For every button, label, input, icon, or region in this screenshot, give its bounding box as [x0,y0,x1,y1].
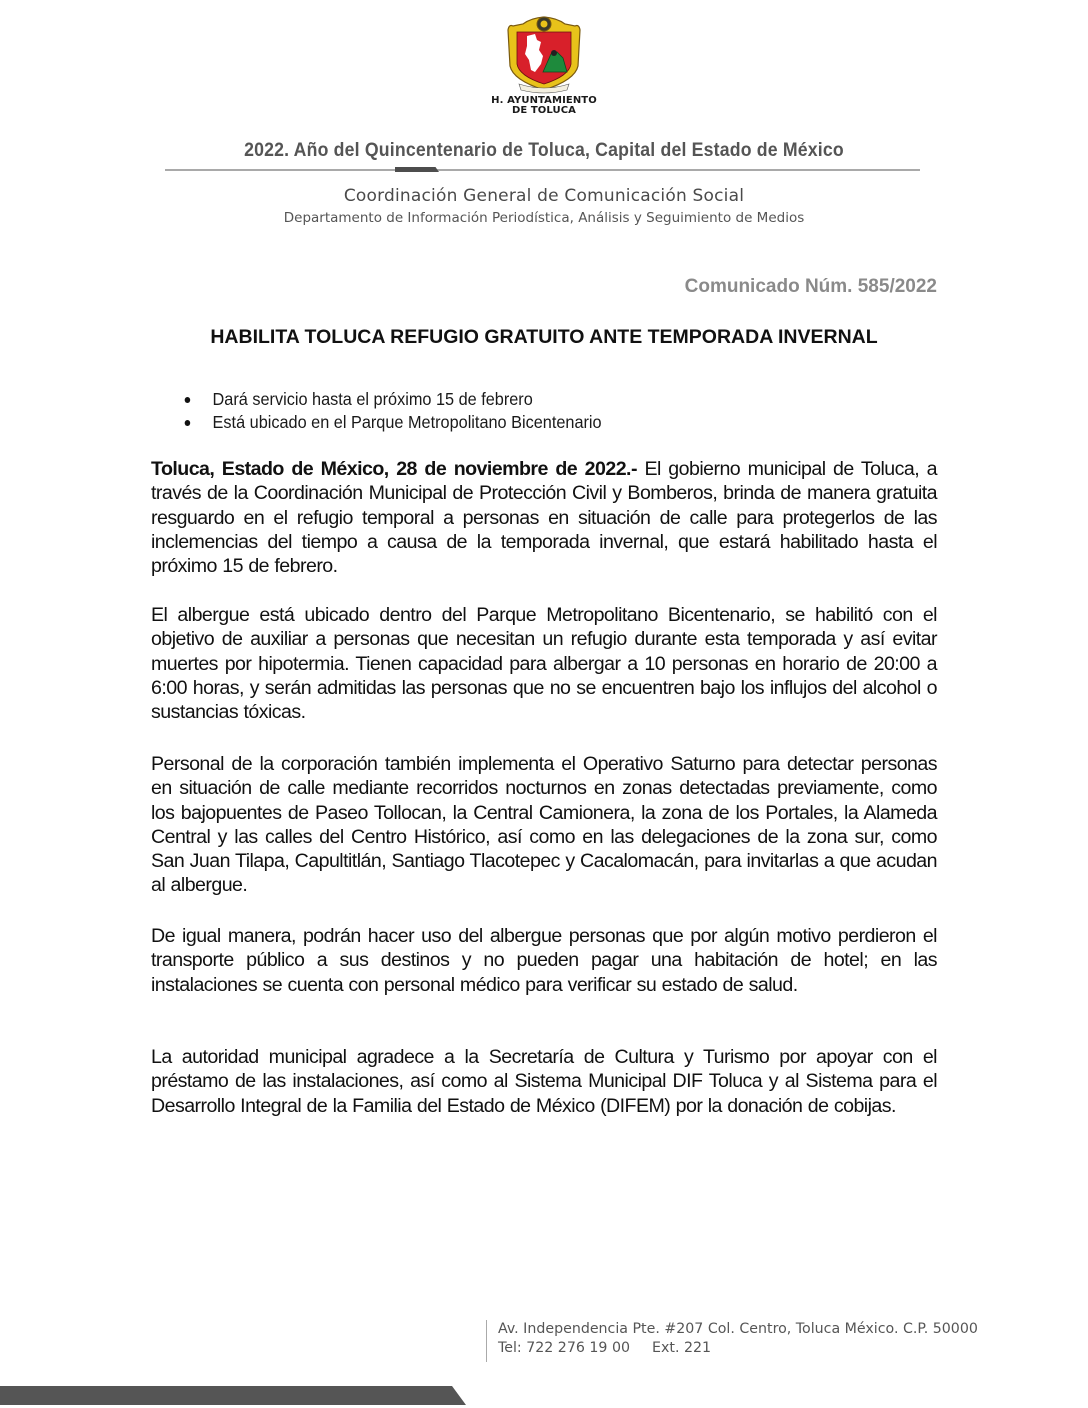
bullet-icon [185,397,191,403]
body-paragraph-1 [151,457,937,578]
highlights-list [180,388,633,434]
paragraph-1-text: El gobierno municipal de Toluca, a través de la Coordinación Municipal de Protección Civil y Bomberos, brinda de manera gratuita resguardo en el refugio temporal a personas en situación de calle para protegerlos de las inclemencias del tiempo a causa de la temporada invernal, que estará habilitado hasta el próximo 15 de febrero. [151,458,937,578]
footer-extension: Ext. 221 [652,1340,712,1356]
year-motto: 2022. Año del Quincentenario de Toluca, Capital del Estado de México [244,140,844,161]
bullet-icon [185,420,191,426]
logo-text-line2: DE TOLUCA [511,105,577,116]
highlight-text: Dará servicio hasta el próximo 15 de febrero [212,389,533,409]
highlight-item [180,388,602,411]
footer-contact [498,1339,711,1358]
footer-address: Av. Independencia Pte. #207 Col. Centro, Toluca México. C.P. 50000 [498,1321,978,1337]
body-paragraph-4: De igual manera, podrán hacer uso del albergue personas que por algún motivo perdieron el transporte público a sus destinos y no pueden pagar una habitación de hotel; en las instalaciones se cuenta con personal médico para verificar su estado de salud. [151,925,937,996]
highlight-item [180,411,602,434]
coordination-title: Coordinación General de Comunicación Social [343,186,745,206]
footer-divider [486,1320,487,1362]
header-divider [165,169,920,171]
body-paragraph-2: El albergue está ubicado dentro del Parque Metropolitano Bicentenario, se habilitó con el objetivo de auxiliar a personas que necesitan un refugio durante esta temporada y así evitar muertes por hipotermia. Tienen capacidad para albergar a 10 personas en horario de 20:00 a 6:00 horas, y serán admitidas las personas que no se encuentren bajo los influjos del alcohol o sustancias tóxicas. [151,604,937,724]
toluca-coat-of-arms-logo [488,14,600,120]
department-title: Departamento de Información Periodística, Análisis y Seguimiento de Medios [283,210,805,226]
footer-decorative-bar [0,1386,466,1405]
highlight-text: Está ubicado en el Parque Metropolitano Bicentenario [212,412,602,432]
logo-text-line1: H. AYUNTAMIENTO [491,95,597,106]
dateline: Toluca, Estado de México, 28 de noviembre de 2022.- [151,458,637,480]
body-paragraph-5: La autoridad municipal agradece a la Secretaría de Cultura y Turismo por apoyar con el préstamo de las instalaciones, así como al Sistema Municipal DIF Toluca y al Sistema para el Desarrollo Integral de la Familia del Estado de México (DIFEM) por la donación de cobijas. [151,1046,937,1117]
headline: HABILITA TOLUCA REFUGIO GRATUITO ANTE TEMPORADA INVERNAL [210,326,878,348]
release-number: Comunicado Núm. 585/2022 [684,276,937,297]
footer-phone: Tel: 722 276 19 00 [498,1340,631,1356]
header-divider-accent [395,167,439,172]
body-paragraph-3: Personal de la corporación también implementa el Operativo Saturno para detectar personas en situación de calle mediante recorridos nocturnos en zonas detectadas previamente, como los bajopuentes de Paseo Tollocan, la Central Camionera, la zona de los Portales, la Alameda Central y las calles del Centro Histórico, así como en las delegaciones de la zona sur, como San Juan Tilapa, Capultitlán, Santiago Tlacotepec y Cacalomacán, para invitarlas a que acudan al albergue. [151,753,937,897]
shield-emblem-icon [505,14,583,96]
